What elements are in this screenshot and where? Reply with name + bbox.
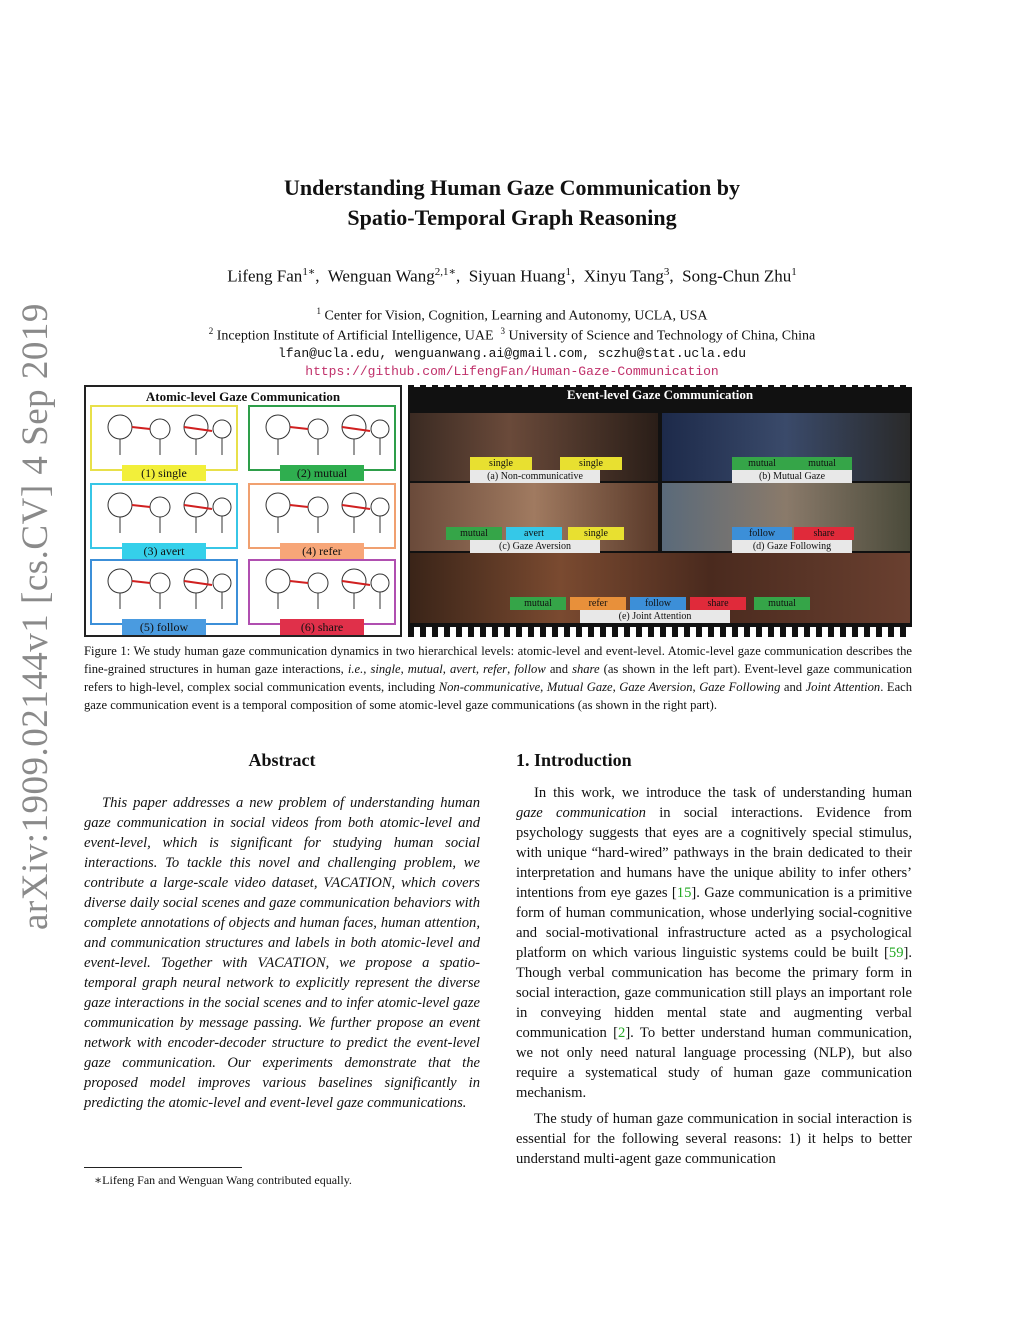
event-tag: mutual (792, 457, 852, 470)
author-sup: 1∗ (302, 266, 316, 278)
event-caption: (b) Mutual Gaze (732, 470, 852, 483)
caption-term: refer (483, 662, 508, 676)
affil-text: Inception Institute of Artificial Intelligence, UAE (216, 328, 494, 344)
author-name: Lifeng Fan (227, 266, 303, 286)
atomic-label: (3) avert (122, 543, 206, 559)
event-panel-title: Event-level Gaze Communication (408, 387, 912, 403)
affiliation-1 (0, 306, 1024, 325)
author-sup: 2,1∗ (434, 266, 456, 278)
affiliation-2-3 (0, 326, 1024, 345)
event-tag: single (560, 457, 622, 470)
event-tag: single (470, 457, 532, 470)
event-frame (410, 413, 658, 481)
event-tag: share (690, 597, 746, 610)
footnote-rule (84, 1167, 242, 1168)
event-caption: (a) Non-communicative (470, 470, 600, 483)
intro-text: ]. Though verbal communication has become the primary form in social interaction, gaze communication still plays an important role in conveying hidden mental state and augmenting verbal communication [ (516, 945, 912, 1041)
atomic-cell (90, 483, 238, 558)
citation-link[interactable]: 2 (618, 1025, 626, 1041)
affil-sup: 1 (316, 306, 322, 316)
paper-title (0, 173, 1024, 233)
atomic-panel (84, 385, 402, 637)
gaze-sketch (92, 407, 236, 457)
event-caption: (c) Gaze Aversion (470, 540, 600, 553)
atomic-cell (248, 559, 396, 634)
abstract-heading: Abstract (248, 750, 316, 770)
atomic-cell (90, 559, 238, 634)
event-tag: follow (630, 597, 686, 610)
caption-event: Joint Attention (805, 680, 881, 694)
affil-text: Center for Vision, Cognition, Learning and Autonomy, UCLA, USA (324, 308, 708, 324)
atomic-cell (248, 405, 396, 480)
caption-text: (as shown in the left part). Event-level gaze communication refers to high-level, complex social communication events, including (84, 662, 912, 694)
event-tag: follow (732, 527, 792, 540)
abstract-body: This paper addresses a new problem of understanding human gaze communication in social videos from both atomic-level and event-level, which is significant for studying human social interactions. To tackle this novel and challenging problem, we contribute a large-scale video dataset, VACATION, which covers diverse daily social scenes and gaze communication behaviors with complete annotations of objects and human faces, human attention, and communication structures and labels in both atomic-level and event-level. Together with VACATION, we propose a spatio-temporal graph neural network to explicitly represent the diverse gaze interactions in the social scenes and to infer atomic-level gaze communication by message passing. We further propose an event network with encoder-decoder structure to predict the event-level gaze communication. Our experiments demonstrate that the proposed model improves various baselines significantly in predicting the atomic-level and event-level gaze communications. (84, 795, 480, 1111)
caption-term: mutual (407, 662, 443, 676)
event-tag: share (794, 527, 854, 540)
affil-sup: 2 (208, 326, 214, 336)
intro-paragraph-2: The study of human gaze communication in social interaction is essential for the following several reasons: 1) it helps to better understand multi-agent gaze communication (516, 1111, 912, 1167)
gaze-sketch (250, 561, 394, 611)
atomic-panel-title: Atomic-level Gaze Communication (145, 389, 341, 404)
gaze-sketch (92, 485, 236, 535)
caption-event: Gaze Aversion (619, 680, 693, 694)
caption-text: . Each gaze communication event is a temporal composition of some atomic-level gaze communications (as shown in the right part). (84, 680, 913, 712)
film-strip-bottom (408, 627, 912, 637)
intro-heading: 1. Introduction (516, 750, 632, 770)
event-frame (662, 483, 910, 551)
intro-text: in social interactions. Evidence from psychology suggests that eyes are a cognitively special stimulus, with unique “hard-wired” pathways in the brain dedicated to their interpretation and humans have the unique ability to infer others’ intentions from eye gazes [ (516, 805, 912, 901)
affil-sup: 3 (500, 326, 506, 336)
figure-caption: Figure 1: We study human gaze communication dynamics in two hierarchical levels: atomic-level and event-level. Atomic-level gaze communication describes the fine-grained structures in human gaze interactions, i.e., single, mutual, avert, refer, follow and share (as shown in the left part). Event-level gaze communication refers to high-level, complex social communication events, including Non-communicative, Mutual Gaze, Gaze Aversion, Gaze Following and Joint Attention. Each gaze communication event is a temporal composition of some atomic-level gaze communications (as shown in the right part). (84, 644, 913, 712)
caption-event: Gaze Following (699, 680, 781, 694)
event-panel (408, 385, 912, 637)
event-tag: mutual (446, 527, 502, 540)
intro-column (516, 750, 912, 1169)
caption-label: Figure 1: (84, 644, 131, 658)
footnote: ∗Lifeng Fan and Wenguan Wang contributed equally. (94, 1173, 352, 1187)
author-list: Lifeng Fan$^{1∗}$, Wenguan Wang$^{2,1∗}$, Siyuan Huang$^1$, Xinyu Tang$^3$, Song-Chun Zhu$^1$ (227, 266, 797, 286)
gaze-sketch (250, 485, 394, 535)
caption-text: We study human gaze communication dynamics in two hierarchical levels: atomic-level and event-level. Atomic-level gaze communication describes the fine-grained structures in human gaze interactions, (84, 644, 912, 676)
caption-term: share (572, 662, 600, 676)
intro-term: gaze communication (516, 805, 646, 821)
atomic-label: (1) single (122, 465, 206, 481)
title-line-2: Spatio-Temporal Graph Reasoning (347, 205, 677, 230)
atomic-label: (5) follow (122, 619, 206, 635)
author-name: Song-Chun Zhu (682, 266, 792, 286)
intro-text: ]. To better understand human communication, we not only need natural language processing (NLP), but also require a systematical study of human gaze communication mechanism. (516, 1025, 912, 1101)
affil-text: University of Science and Technology of China, China (508, 328, 816, 344)
title-line-1: Understanding Human Gaze Communication by (284, 175, 740, 200)
author-name: Wenguan Wang (327, 266, 435, 286)
gaze-sketch (250, 407, 394, 457)
caption-term: follow (514, 662, 546, 676)
author-name: Xinyu Tang (583, 266, 664, 286)
author-sup: 1 (791, 266, 797, 278)
citation-link[interactable]: 15 (676, 885, 692, 901)
email-list: lfan@ucla.edu, wenguanwang.ai@gmail.com, sczhu@stat.ucla.edu (277, 346, 747, 361)
citation-link[interactable]: 59 (888, 945, 904, 961)
caption-event: Mutual Gaze (546, 680, 613, 694)
event-tag: mutual (510, 597, 566, 610)
atomic-cell (248, 483, 396, 558)
intro-text: ]. Gaze communication is a primitive form of human communication, whose underlying social-cognitive and social-motivational infrastructure acted as a psychological platform on which various linguistic systems could be built [ (516, 885, 913, 961)
gaze-sketch (92, 561, 236, 611)
author-sup: 1 (565, 266, 571, 278)
atomic-label: (4) refer (280, 543, 364, 559)
event-frame (662, 413, 910, 481)
event-frame (410, 553, 910, 623)
atomic-cell (90, 405, 238, 480)
caption-term: avert (449, 662, 476, 676)
atomic-label: (2) mutual (280, 465, 364, 481)
event-caption: (d) Gaze Following (732, 540, 852, 553)
github-link[interactable]: https://github.com/LifengFan/Human-Gaze-Communication (305, 364, 719, 379)
event-tag: refer (570, 597, 626, 610)
event-tag: mutual (754, 597, 810, 610)
caption-event: Non-communicative (438, 680, 541, 694)
caption-term: single (370, 662, 401, 676)
event-tag: avert (506, 527, 562, 540)
author-name: Siyuan Huang (468, 266, 566, 286)
abstract-column (84, 750, 480, 1113)
event-tag: mutual (732, 457, 792, 470)
atomic-label: (6) share (280, 619, 364, 635)
figure-1 (84, 385, 912, 637)
event-frame (410, 483, 658, 551)
intro-paragraph-1 (516, 783, 912, 1103)
intro-text: In this work, we introduce the task of understanding human (534, 785, 912, 801)
author-sup: 3 (663, 266, 670, 278)
arxiv-stamp: arXiv:1909.02144v1 [cs.CV] 4 Sep 2019 (15, 303, 56, 930)
event-tag: single (568, 527, 624, 540)
event-caption: (e) Joint Attention (580, 610, 730, 623)
caption-ie: i.e. (347, 662, 364, 676)
